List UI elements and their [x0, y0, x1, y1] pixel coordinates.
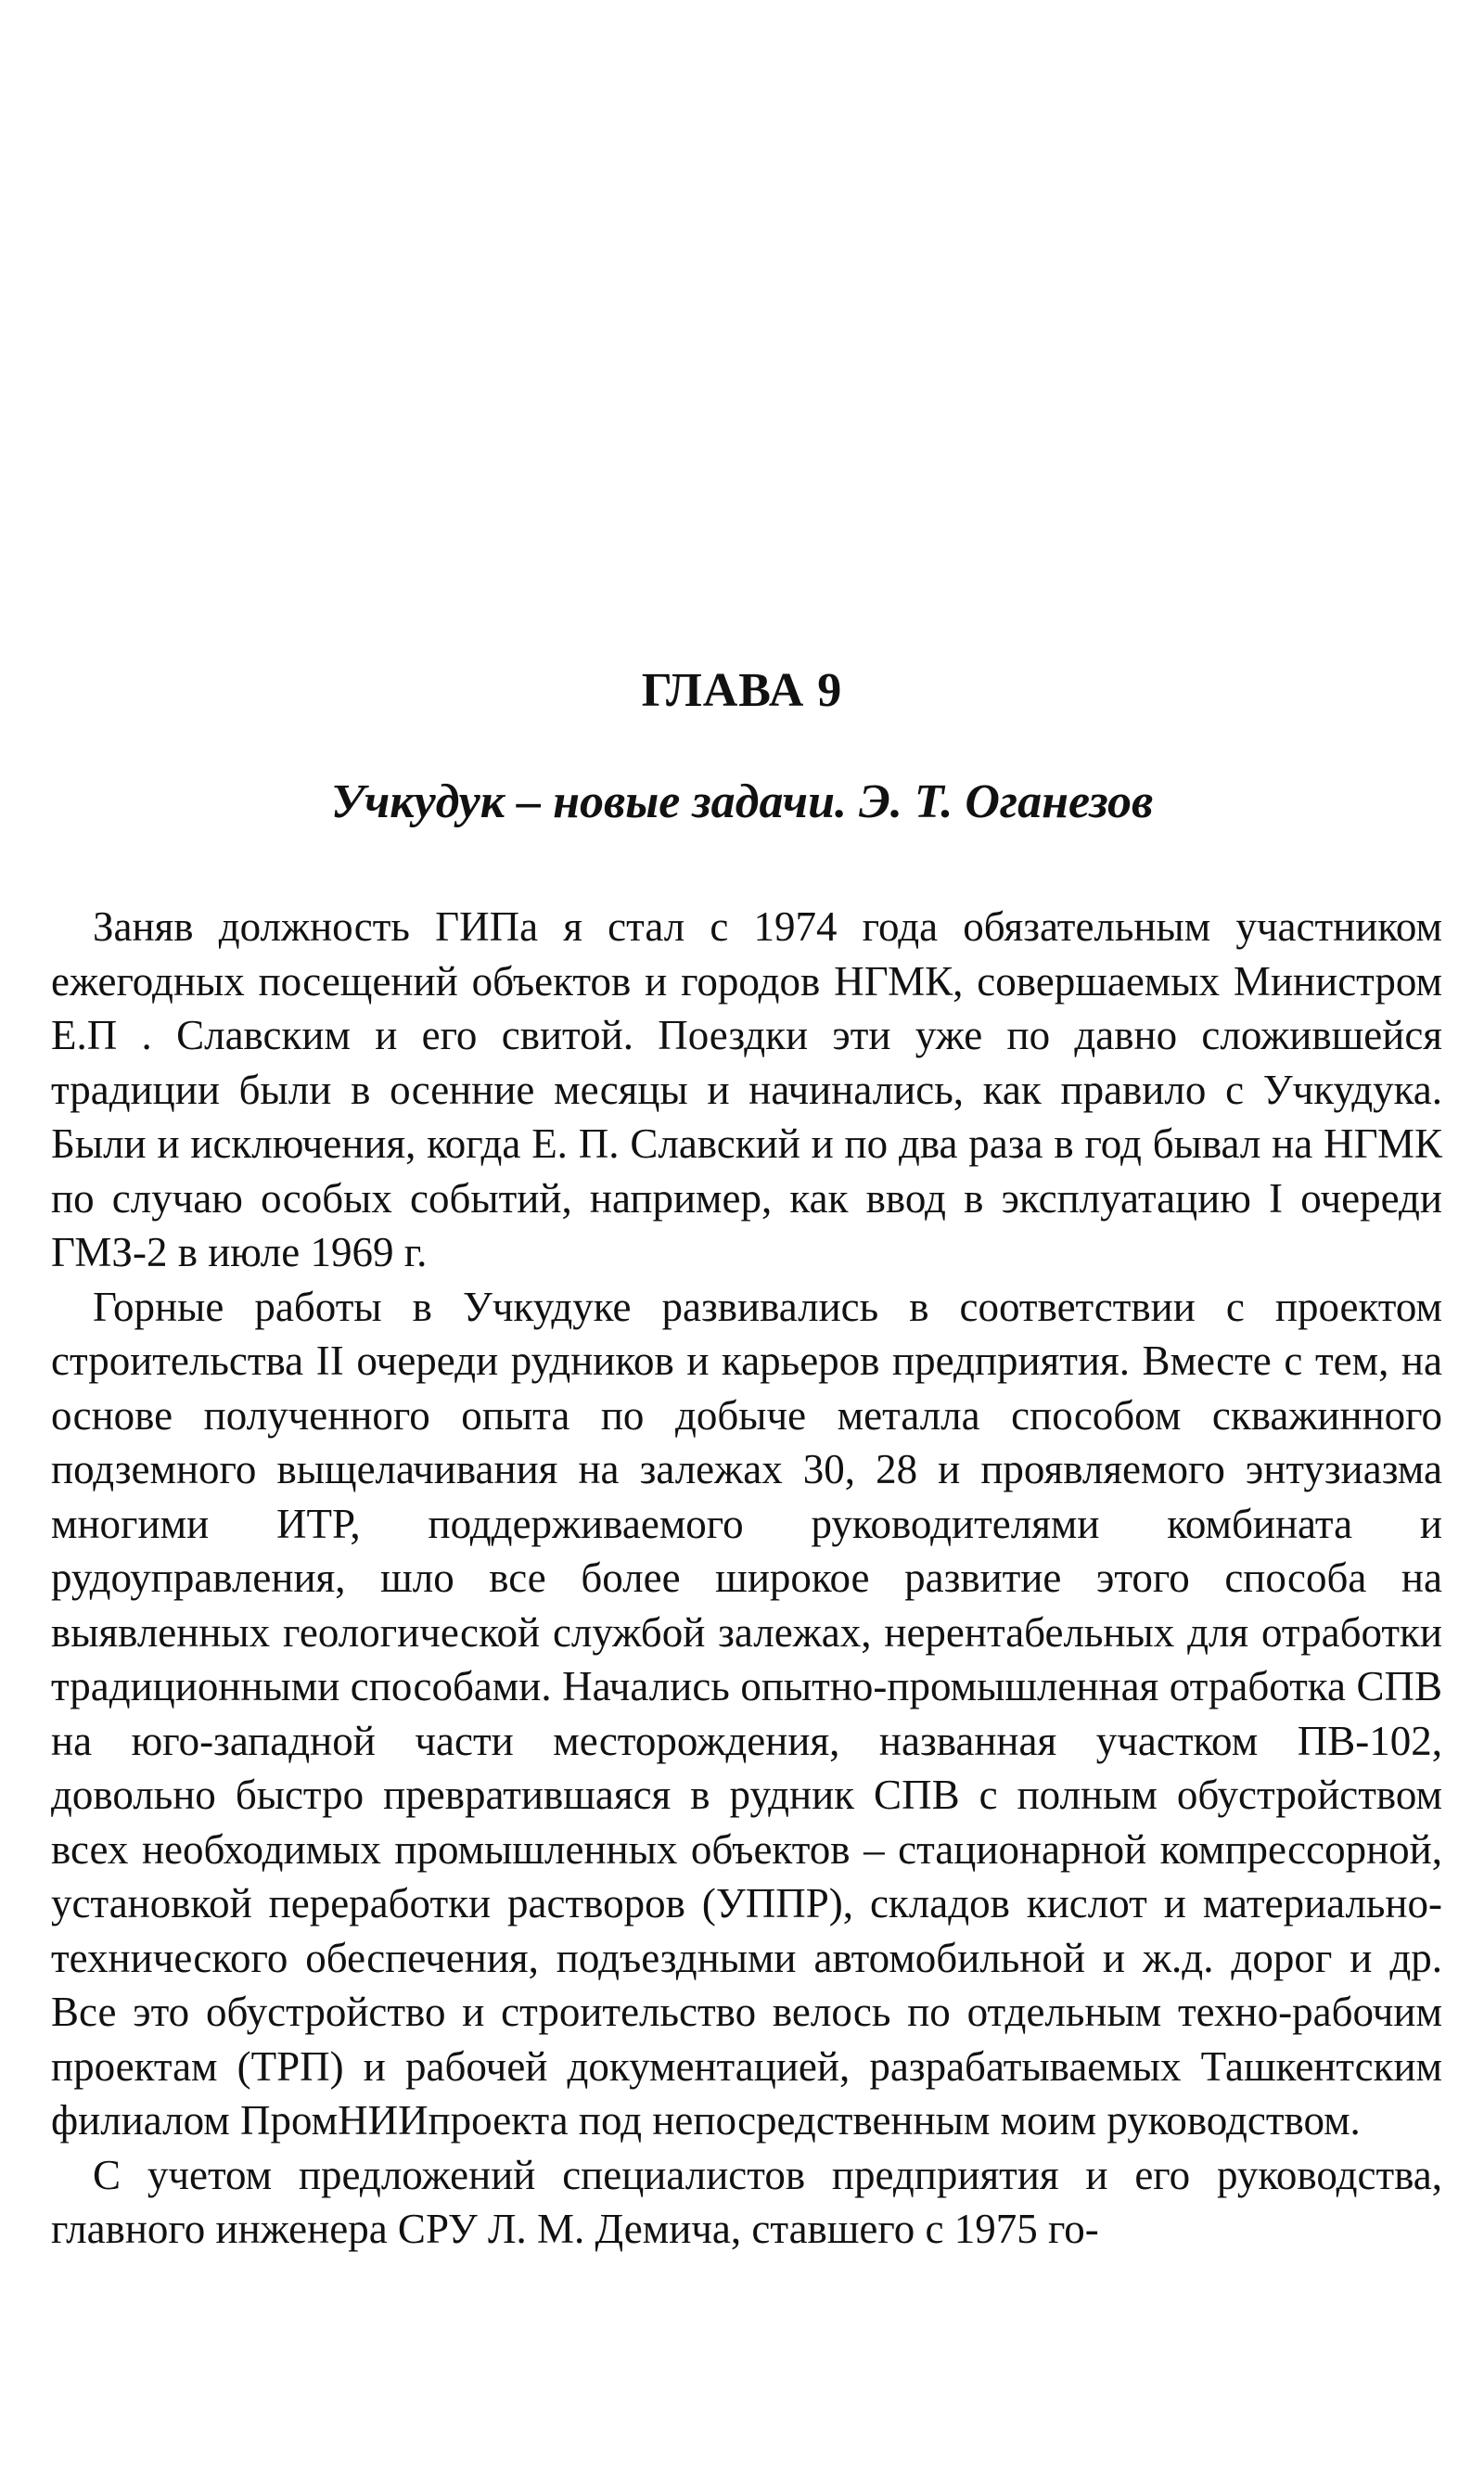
body-text	[51, 900, 1442, 2257]
paragraph-3: С учетом предложений специалистов предприятия и его руководства, главного инженера СРУ Л. М. Демича, ставшего с 1975 го-	[51, 2151, 1442, 2252]
paragraph-2: Горные работы в Учкудуке развивались в соответствии с проектом строительства II очереди рудников и карьеров предприятия. Вместе с тем, на основе полученного опыта по добыче металла способом скважинного подземного выщелачивания на залежах 30, 28 и проявляемого энтузиазма многими ИТР, поддерживаемого руководителями комбината и рудоуправления, шло все более широкое развитие этого способа на выявленных геологической службой залежах, нерентабельных для отработки традиционными способами. Начались опытно-промышленная отработка СПВ на юго-западной части месторождения, названная участком ПВ-102, довольно быстро превратившаяся в рудник СПВ с полным обустройством всех необходимых промышленных объектов – стационарной компрессорной, установкой переработки растворов (УППР), складов кислот и материально-технического обеспечения, подъездными автомобильной и ж.д. дорог и др. Все это обустройство и строительство велось по отдельным техно-рабочим проектам (ТРП) и рабочей документацией, разрабатываемых Ташкентским филиалом ПромНИИпроекта под непосредственным моим руководством.	[51, 1283, 1442, 2144]
paragraph-1: Заняв должность ГИПа я стал с 1974 года обязательным участником ежегодных посещений объектов и городов НГМК, совершаемых Министром Е.П . Славским и его свитой. Поездки эти уже по давно сложившейся традиции были в осенние месяцы и начинались, как правило с Учкудука. Были и исключения, когда Е. П. Славский и по два раза в год бывал на НГМК по случаю особых событий, например, как ввод в эксплуатацию I очереди ГМЗ-2 в июле 1969 г.	[51, 903, 1442, 1275]
chapter-subtitle: Учкудук – новые задачи. Э. Т. Оганезов	[330, 775, 1154, 828]
chapter-heading: ГЛАВА 9	[641, 664, 843, 717]
